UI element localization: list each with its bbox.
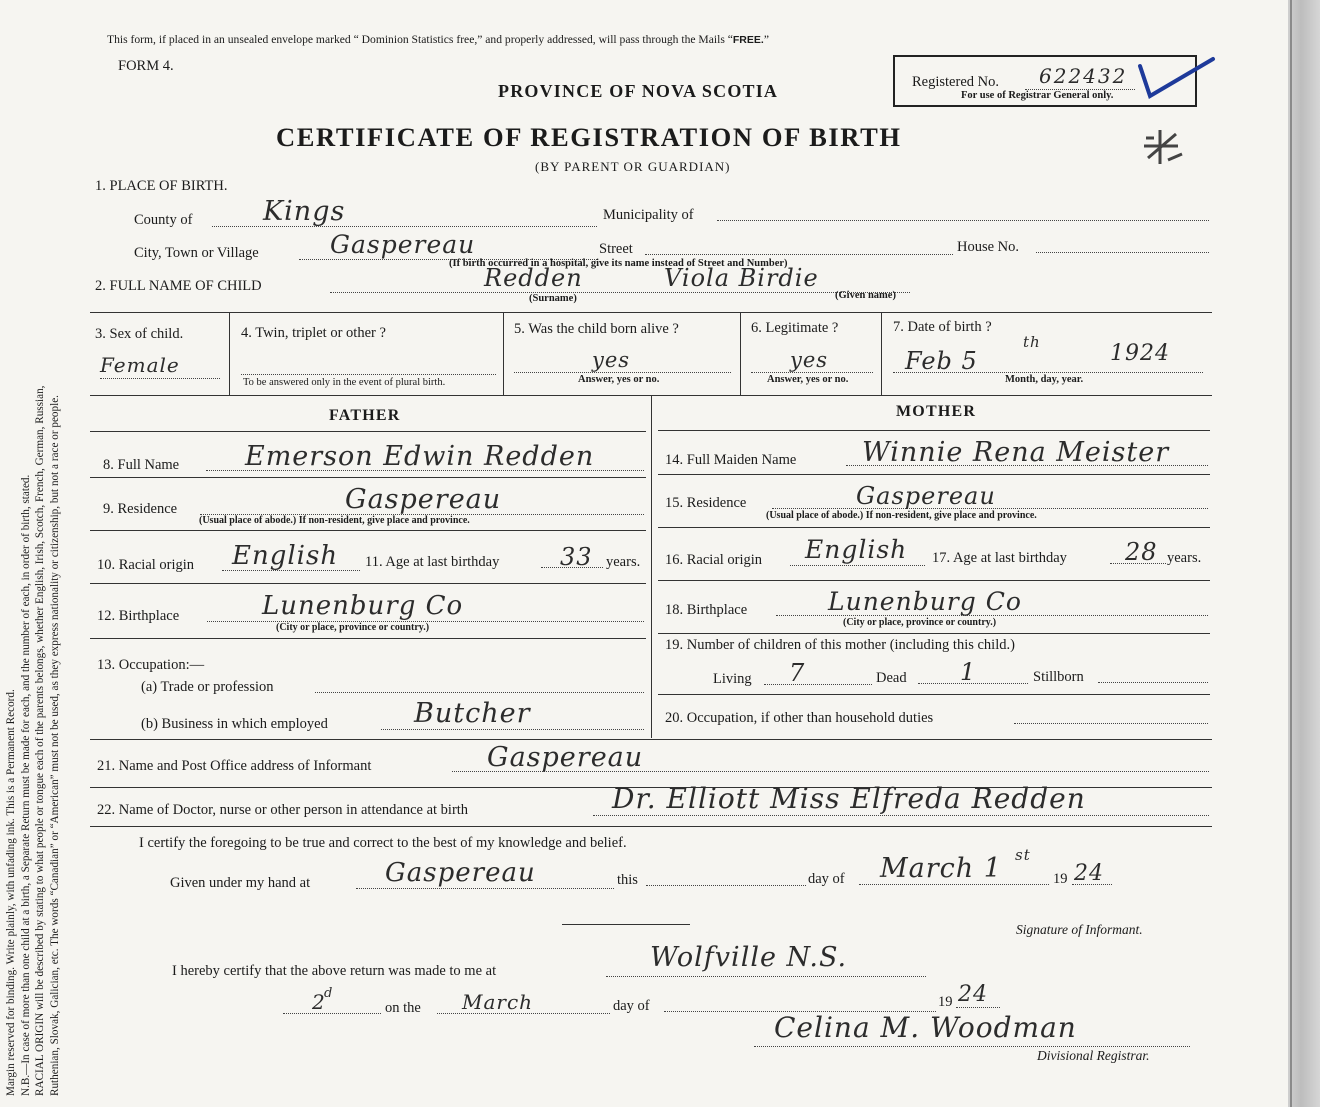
sex-label: 3. Sex of child. — [95, 326, 184, 342]
mother-residence-note — [766, 510, 1037, 521]
page-subtitle: (BY PARENT OR GUARDIAN) — [535, 159, 731, 174]
city-label: City, Town or Village — [134, 245, 259, 261]
registrar-use-note: For use of Registrar General only. — [961, 90, 1114, 101]
mother-birthplace-note: (City or place, province or country.) — [843, 617, 997, 628]
informant-signature-label: Signature of Informant. — [1016, 922, 1143, 937]
father-heading: FATHER — [329, 407, 401, 424]
mother-nonresident-note: If non-resident, give place and province. — [865, 510, 1037, 521]
father-name-label: 8. Full Name — [103, 457, 180, 473]
dob-suffix: th — [1023, 333, 1041, 351]
doctor-value: Dr. Elliott Miss Elfreda Redden — [612, 782, 1086, 815]
child-name-label: 2. FULL NAME OF CHILD — [95, 278, 262, 294]
child-given-name: Viola Birdie — [664, 264, 819, 292]
twin-label: 4. Twin, triplet or other ? — [241, 325, 386, 341]
legitimate-value: yes — [790, 348, 829, 372]
place-of-birth-label: 1. PLACE OF BIRTH. — [95, 178, 228, 194]
county-label: County of — [134, 212, 193, 228]
page-edge-line — [1290, 0, 1292, 1107]
business-label: (b) Business in which employed — [141, 716, 328, 732]
given-place-value: Gaspereau — [385, 858, 536, 888]
mother-racial-label: 16. Racial origin — [665, 552, 763, 568]
county-value: Kings — [263, 196, 346, 227]
father-age-unit: years. — [606, 554, 641, 570]
mother-occupation-label: 20. Occupation, if other than household duties — [665, 710, 934, 726]
father-birthplace-note: (City or place, province or country.) — [276, 622, 430, 633]
mother-residence-value: Gaspereau — [856, 482, 996, 510]
father-birthplace-value: Lunenburg Co — [262, 591, 464, 621]
registrar-place-value: Wolfville N.S. — [650, 942, 848, 973]
children-count-label: 19. Number of children of this mother (including this child.) — [665, 637, 1015, 653]
informant-address-value: Gaspereau — [487, 742, 644, 773]
father-age-value: 33 — [560, 543, 593, 571]
father-age-label: 11. Age at last birthday — [365, 554, 500, 570]
reg-month-value: March — [462, 990, 534, 1014]
dob-year: 1924 — [1110, 341, 1170, 366]
mail-note — [107, 33, 769, 46]
divisional-registrar-label: Divisional Registrar. — [1037, 1048, 1150, 1063]
checkmark-icon — [1118, 56, 1218, 106]
given-under-label: Given under my hand at — [170, 875, 311, 891]
margin-note-3: RACIAL ORIGIN will be described by stating to what people or tongue each of the parents belongs, whether English, Irish, Scotch, French, German, Russian, — [34, 385, 47, 1096]
registrar-signature: Celina M. Woodman — [774, 1011, 1077, 1044]
form-number: FORM 4. — [118, 58, 174, 74]
mother-birthplace-label: 18. Birthplace — [665, 602, 748, 618]
stamp-mark-icon — [1138, 124, 1186, 168]
city-value: Gaspereau — [330, 230, 476, 259]
cert-date-suffix: st — [1015, 846, 1031, 864]
father-residence-label: 9. Residence — [103, 501, 178, 517]
given-name-caption: (Given name) — [835, 290, 896, 301]
mother-age-value: 28 — [1125, 538, 1158, 566]
street-label: Street — [599, 241, 633, 257]
mother-name-value: Winnie Rena Meister — [862, 437, 1170, 468]
father-occupation-label: 13. Occupation:— — [97, 657, 205, 673]
living-value: 7 — [789, 659, 806, 687]
margin-notes — [4, 6, 62, 1096]
twin-note: To be answered only in the event of plural birth. — [243, 377, 446, 388]
mother-abode-note: (Usual place of abode.) — [766, 510, 864, 521]
page-edge — [1288, 0, 1320, 1107]
this-label: this — [617, 872, 638, 888]
father-racial-value: English — [232, 541, 339, 571]
margin-note-4: Ruthenian, Slovak, Galician, etc. The words “Canadian” or “American” must not be used, as they express nationality or citizenship, but not a race or people. — [48, 395, 61, 1096]
born-alive-note: Answer, yes or no. — [578, 374, 660, 385]
trade-label: (a) Trade or profession — [141, 679, 274, 695]
father-residence-note — [199, 515, 470, 526]
margin-note-2: N.B.—In case of more than one child at a birth, a Separate Return must be made for each, and the number of each, in order of birth, stated. — [19, 474, 32, 1096]
living-label: Living — [713, 671, 752, 687]
reg-day-suffix: d — [324, 986, 334, 1001]
reg-year-prefix: 19 — [938, 994, 953, 1010]
father-racial-label: 10. Racial origin — [97, 557, 195, 573]
certify-statement: I certify the foregoing to be true and correct to the best of my knowledge and belief. — [139, 835, 627, 851]
mail-note-text: This form, if placed in an unsealed envelope marked “ Dominion Statistics free,” and properly addressed, will pass through the Mails “ — [107, 33, 733, 46]
reg-day-value: 2 — [312, 990, 326, 1014]
business-value: Butcher — [414, 698, 531, 729]
reg-day-of-label: day of — [613, 998, 650, 1014]
born-alive-value: yes — [592, 348, 631, 372]
margin-note-1: Margin reserved for binding. Write plainly, with unfading ink. This is a Permanent Record. — [5, 689, 17, 1096]
house-number-label: House No. — [957, 239, 1020, 255]
registered-number: 622432 — [1039, 64, 1128, 88]
mother-age-unit: years. — [1167, 550, 1202, 566]
registrar-statement: I hereby certify that the above return was made to me at — [172, 963, 497, 979]
stillborn-label: Stillborn — [1033, 669, 1084, 685]
mail-note-end: ” — [763, 33, 769, 46]
page-title: CERTIFICATE OF REGISTRATION OF BIRTH — [276, 122, 902, 152]
informant-address-label: 21. Name and Post Office address of Informant — [97, 758, 372, 774]
street-note: (If birth occurred in a hospital, give its name instead of Street and Number) — [449, 258, 788, 269]
doctor-label: 22. Name of Doctor, nurse or other person in attendance at birth — [97, 802, 469, 818]
dob-month-day: Feb 5 — [905, 347, 978, 375]
cert-date-value: March 1 — [880, 853, 1002, 884]
legitimate-note: Answer, yes or no. — [767, 374, 849, 385]
mother-name-label: 14. Full Maiden Name — [665, 452, 797, 468]
father-nonresident-note: If non-resident, give place and province. — [298, 515, 470, 526]
mail-note-free: FREE. — [732, 34, 764, 46]
province-heading: PROVINCE OF NOVA SCOTIA — [498, 81, 779, 101]
cert-year-prefix: 19 — [1053, 871, 1068, 887]
father-abode-note: (Usual place of abode.) — [199, 515, 297, 526]
dob-label: 7. Date of birth ? — [893, 319, 992, 335]
father-birthplace-label: 12. Birthplace — [97, 608, 180, 624]
mother-birthplace-value: Lunenburg Co — [828, 587, 1022, 616]
sex-value: Female — [100, 353, 180, 377]
dob-note: Month, day, year. — [1005, 374, 1084, 385]
surname-caption: (Surname) — [529, 293, 577, 304]
father-name-value: Emerson Edwin Redden — [245, 441, 595, 472]
dead-label: Dead — [876, 670, 907, 686]
legitimate-label: 6. Legitimate ? — [751, 320, 839, 336]
mother-heading: MOTHER — [896, 403, 977, 420]
municipality-label: Municipality of — [603, 207, 694, 223]
cert-year-value: 24 — [1074, 861, 1104, 886]
born-alive-label: 5. Was the child born alive ? — [514, 321, 679, 337]
registered-label: Registered No. — [912, 74, 999, 90]
child-surname: Redden — [484, 264, 583, 292]
day-of-label: day of — [808, 871, 845, 887]
mother-age-label: 17. Age at last birthday — [932, 550, 1067, 566]
mother-racial-value: English — [805, 535, 908, 564]
father-residence-value: Gaspereau — [345, 484, 502, 515]
mother-residence-label: 15. Residence — [665, 495, 747, 511]
reg-year-value: 24 — [958, 982, 988, 1007]
on-the-label: on the — [385, 1000, 421, 1016]
dead-value: 1 — [960, 658, 977, 686]
